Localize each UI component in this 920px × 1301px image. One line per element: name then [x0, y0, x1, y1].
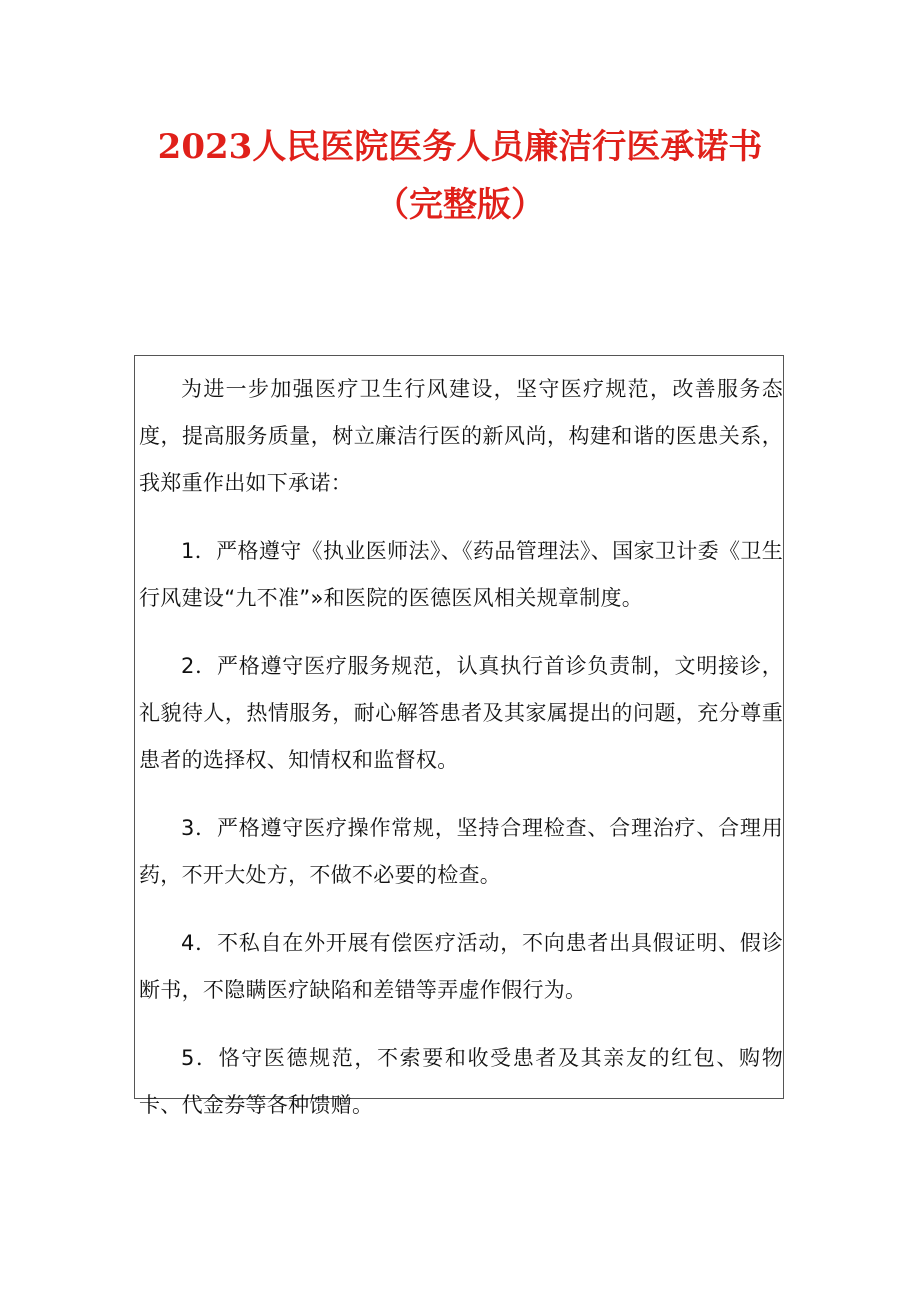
- commitment-item-2: 2．严格遵守医疗服务规范，认真执行首诊负责制，文明接诊，礼貌待人，热情服务，耐心解答患者及其家属提出的问题，充分尊重患者的选择权、知情权和监督权。: [139, 654, 783, 772]
- document-title: [0, 118, 920, 234]
- title-line-main: 2023人民医院医务人员廉洁行医承诺书: [157, 127, 763, 167]
- commitment-item-4: 4．不私自在外开展有偿医疗活动，不向患者出具假证明、假诊断书，不隐瞒医疗缺陷和差错等弄虚作假行为。: [139, 931, 783, 1002]
- commitment-item-5: 5．恪守医德规范，不索要和收受患者及其亲友的红包、购物卡、代金券等各种馈赠。: [139, 1046, 783, 1117]
- commitment-item-1: 1．严格遵守《执业医师法》、《药品管理法》、国家卫计委《卫生行风建设“九不准”»和医院的医德医风相关规章制度。: [139, 539, 783, 610]
- commitment-item-3: 3．严格遵守医疗操作常规，坚持合理检查、合理治疗、合理用药，不开大处方，不做不必要的检查。: [139, 816, 783, 887]
- intro-paragraph: 为进一步加强医疗卫生行风建设，坚守医疗规范，改善服务态度，提高服务质量，树立廉洁行医的新风尚，构建和谐的医患关系，我郑重作出如下承诺：: [139, 377, 783, 495]
- title-line-subtitle: （完整版）: [375, 185, 545, 225]
- commitment-box: [134, 355, 784, 1117]
